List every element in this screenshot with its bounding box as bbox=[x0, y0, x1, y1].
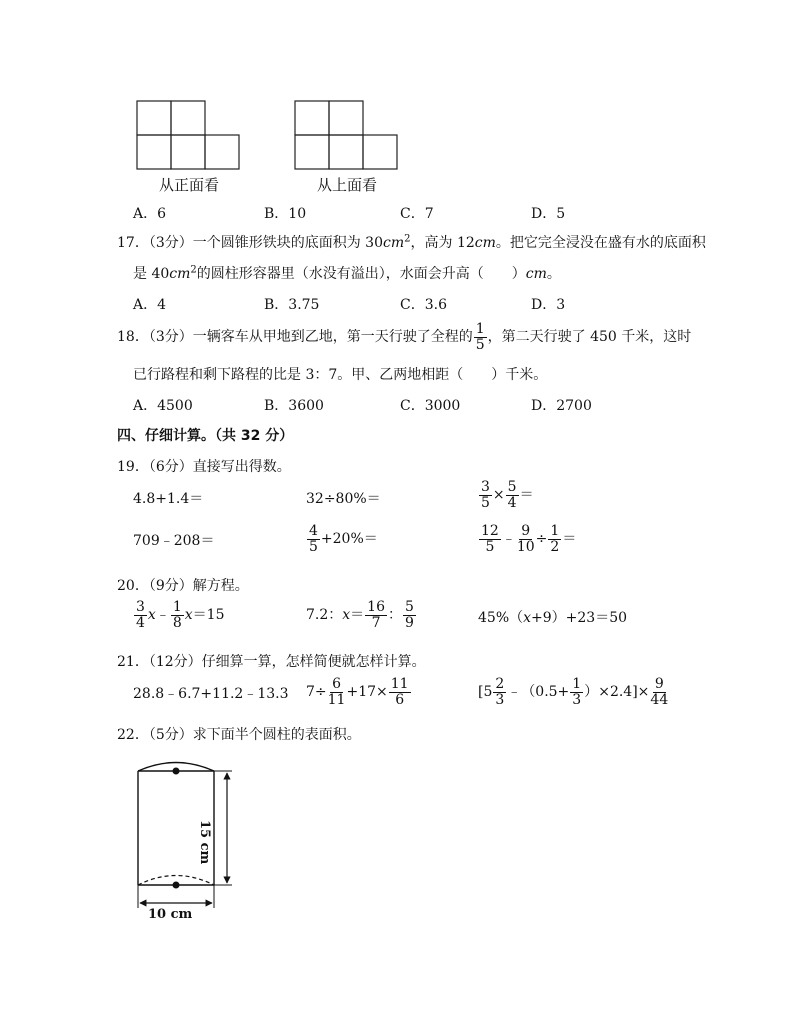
q17-line2-a: 是 40 bbox=[133, 266, 170, 282]
den: 5 bbox=[485, 538, 495, 555]
half-cylinder-svg bbox=[128, 752, 252, 924]
bottom-center-dot bbox=[173, 882, 180, 889]
pre: 7÷ bbox=[306, 684, 327, 701]
op: ﹣ bbox=[501, 531, 516, 548]
den: 3 bbox=[572, 691, 582, 708]
pre: 7.2： bbox=[306, 607, 343, 624]
colon: ： bbox=[388, 607, 402, 624]
eq: ＝ bbox=[562, 531, 577, 548]
q21-title: 21．（12分）仔细算一算，怎样简便就怎样计算。 bbox=[117, 654, 426, 670]
q20-eq-3 bbox=[478, 607, 627, 627]
den: 4 bbox=[136, 614, 145, 631]
height-label: 15 cm bbox=[197, 820, 212, 865]
q17-unit-cm: cm bbox=[474, 235, 496, 251]
q21-expr-1: 28.8﹣6.7+11.2﹣13.3 bbox=[133, 686, 289, 702]
den: 7 bbox=[371, 614, 381, 631]
q16-option-d: D．5 bbox=[531, 206, 566, 222]
q19-expr-3 bbox=[478, 480, 534, 510]
q17-option-d: D．3 bbox=[531, 297, 566, 313]
den: 2 bbox=[550, 538, 560, 555]
num: 6 bbox=[332, 676, 342, 692]
q17-line2-c: 。 bbox=[546, 266, 561, 282]
front-view-caption: 从正面看 bbox=[159, 176, 220, 194]
q18-line2: 已行路程和剩下路程的比是 3：7。甲、乙两地相距（ ）千米。 bbox=[133, 367, 548, 383]
q20-eq-2 bbox=[306, 600, 417, 630]
num: 11 bbox=[390, 676, 409, 692]
num: 9 bbox=[654, 676, 664, 692]
pre: 45%（ bbox=[478, 610, 524, 626]
q17-option-a: A．4 bbox=[133, 297, 167, 313]
rest: +9）+23＝50 bbox=[531, 610, 628, 626]
num: 1 bbox=[172, 599, 182, 615]
num: 9 bbox=[521, 523, 531, 539]
q19-expr-4: 709﹣208＝ bbox=[133, 533, 215, 549]
op: × bbox=[492, 487, 505, 504]
q18-frac-num: 1 bbox=[475, 321, 485, 337]
section-4-title: 四、仔细计算。（共 32 分） bbox=[117, 428, 294, 444]
q18-option-b: B．3600 bbox=[264, 398, 324, 414]
den: 10 bbox=[516, 538, 535, 555]
num: 3 bbox=[136, 599, 145, 615]
den: 11 bbox=[327, 691, 346, 708]
pre: [5 bbox=[478, 684, 493, 701]
q17-line2-unit-cm: cm bbox=[525, 266, 547, 282]
q17-line2-unit-cm2: cm bbox=[169, 266, 191, 282]
q21-expr-2 bbox=[306, 677, 412, 707]
rest: ＝15 bbox=[192, 607, 225, 624]
q17-mid: ，高为 12 bbox=[410, 235, 475, 251]
num: 5 bbox=[405, 599, 414, 615]
q18-option-d: D．2700 bbox=[531, 398, 592, 414]
q19-expr-6 bbox=[478, 524, 576, 554]
den: 6 bbox=[395, 691, 405, 708]
var-x: x bbox=[523, 610, 532, 626]
num: 5 bbox=[507, 479, 517, 495]
q20-eq-1 bbox=[133, 600, 224, 630]
q18-prefix: 18．（3分）一辆客车从甲地到乙地，第一天行驶了全程的 bbox=[117, 329, 473, 346]
op: ÷ bbox=[535, 531, 548, 548]
q18-line1 bbox=[117, 322, 691, 352]
q17-unit-cm2: cm bbox=[383, 235, 405, 251]
num: 3 bbox=[481, 479, 490, 495]
q19-expr-2: 32÷80%＝ bbox=[306, 491, 381, 507]
den: 5 bbox=[481, 494, 490, 511]
q19-expr-5 bbox=[306, 524, 378, 554]
var-x: x bbox=[184, 607, 193, 624]
eq: ＝ bbox=[350, 607, 365, 624]
den: 4 bbox=[507, 494, 517, 511]
q19-title: 19．（6分）直接写出得数。 bbox=[117, 459, 291, 475]
den: 9 bbox=[405, 614, 414, 631]
q18-suffix: ，第二天行驶了 450 千米，这时 bbox=[487, 329, 692, 346]
den: 44 bbox=[650, 691, 669, 708]
num: 1 bbox=[572, 676, 582, 692]
q21-expr-3 bbox=[478, 677, 669, 707]
q16-option-c: C．7 bbox=[400, 206, 434, 222]
q17-end1: 。把它完全浸没在盛有水的底面积 bbox=[495, 235, 706, 251]
q17-option-b: B．3.75 bbox=[264, 297, 320, 313]
q16-option-a: A．6 bbox=[133, 206, 167, 222]
den: 3 bbox=[495, 691, 505, 708]
q18-option-a: A．4500 bbox=[133, 398, 193, 414]
top-view-caption: 从上面看 bbox=[317, 176, 378, 194]
q18-frac-den: 5 bbox=[475, 336, 485, 353]
den: 8 bbox=[172, 614, 182, 631]
q17-line2-b: 的圆柱形容器里（水没有溢出），水面会升高（ ） bbox=[196, 266, 526, 282]
q18-option-c: C．3000 bbox=[400, 398, 461, 414]
num: 2 bbox=[495, 676, 505, 692]
num: 1 bbox=[550, 523, 560, 539]
q19-expr-1: 4.8+1.4＝ bbox=[133, 491, 204, 507]
eq: ＝ bbox=[519, 487, 534, 504]
q16-option-b: B．10 bbox=[264, 206, 307, 222]
var-x: x bbox=[342, 607, 351, 624]
den: 5 bbox=[309, 538, 318, 555]
num: 4 bbox=[309, 523, 318, 539]
half-cylinder-figure bbox=[128, 752, 252, 928]
q17-sup: 2 bbox=[404, 233, 411, 245]
q18-fraction bbox=[474, 322, 487, 352]
num: 16 bbox=[367, 599, 385, 615]
q17-line2 bbox=[133, 263, 561, 283]
q17-line1 bbox=[117, 232, 706, 252]
post: ）×2.4]× bbox=[584, 684, 650, 701]
q17-option-c: C．3.6 bbox=[400, 297, 447, 313]
mid: +17× bbox=[346, 684, 388, 701]
num: 12 bbox=[481, 523, 499, 539]
q20-title: 20．（9分）解方程。 bbox=[117, 578, 249, 594]
rest: +20%＝ bbox=[320, 531, 378, 548]
var-x: x bbox=[147, 607, 156, 624]
q17-prefix: 17．（3分）一个圆锥形铁块的底面积为 30 bbox=[117, 235, 383, 251]
top-center-dot bbox=[173, 768, 180, 775]
width-label: 10 cm bbox=[148, 907, 193, 922]
mid: ﹣（0.5+ bbox=[507, 684, 570, 701]
q22-title: 22．（5分）求下面半个圆柱的表面积。 bbox=[117, 727, 361, 743]
op: ﹣ bbox=[155, 607, 170, 624]
q17-line2-sup: 2 bbox=[190, 264, 197, 276]
